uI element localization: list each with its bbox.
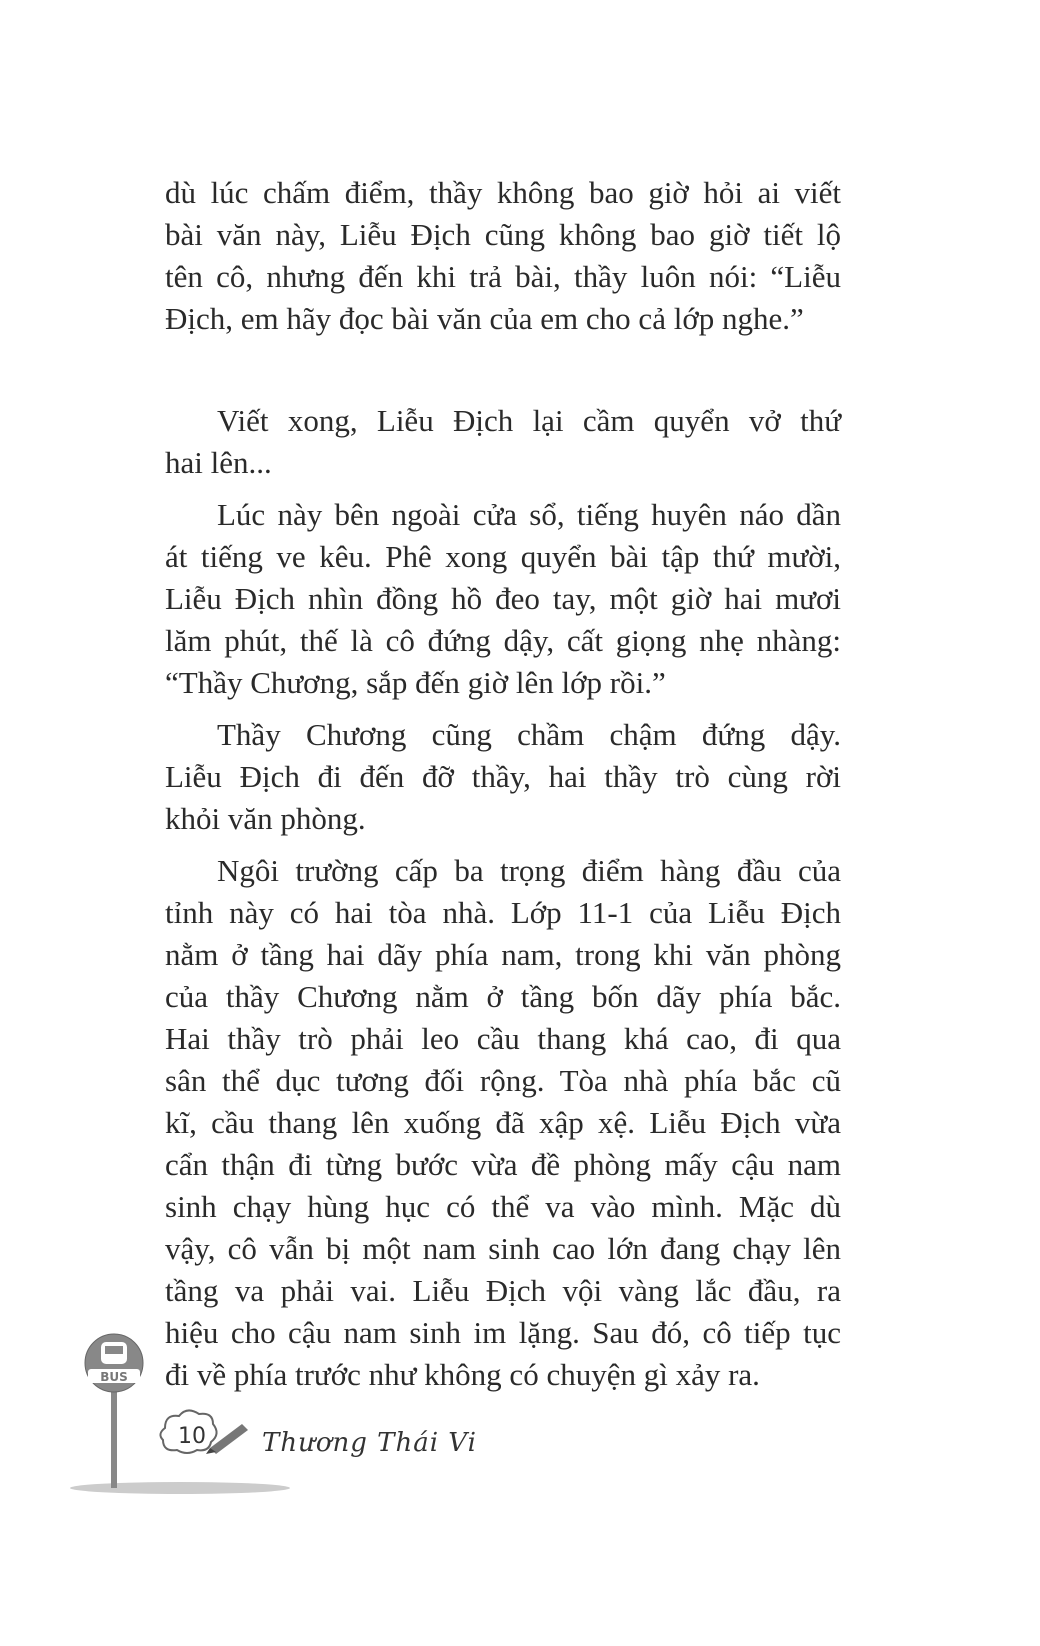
text-line: tên cô, nhưng đến khi trả bài, thầy luôn nói: “Liễu xyxy=(165,259,841,294)
text-line: tỉnh này có hai tòa nhà. Lớp 11-1 của Liễu Địch xyxy=(165,895,841,930)
text-line: lăm phút, thế là cô đứng dậy, cất giọng nhẹ nhàng: xyxy=(165,623,841,658)
text-line: tầng va phải vai. Liễu Địch vội vàng lắc đầu, ra xyxy=(165,1273,841,1308)
text-line: Thầy Chương cũng chầm chậm đứng dậy. xyxy=(217,717,841,752)
text-line: cẩn thận đi từng bước vừa đề phòng mấy cậu nam xyxy=(165,1147,841,1182)
text-line: Hai thầy trò phải leo cầu thang khá cao, đi qua xyxy=(165,1021,841,1056)
text-line: sân thể dục tương đối rộng. Tòa nhà phía bắc cũ xyxy=(165,1063,841,1098)
text-line: hai lên... xyxy=(165,445,272,480)
text-line: bài văn này, Liễu Địch cũng không bao giờ tiết lộ xyxy=(165,217,841,252)
ground-shadow xyxy=(70,1482,290,1494)
paragraph xyxy=(165,850,841,1396)
text-line: Liễu Địch nhìn đồng hồ đeo tay, một giờ hai mươi xyxy=(165,581,841,616)
text-line: át tiếng ve kêu. Phê xong quyển bài tập thứ mười, xyxy=(165,539,841,574)
text-line: hiệu cho cậu nam sinh im lặng. Sau đó, cô tiếp tục xyxy=(165,1315,841,1350)
bus-pole xyxy=(111,1392,117,1488)
text-line: sinh chạy hùng hục có thể va vào mình. Mặc dù xyxy=(165,1189,841,1224)
body-text xyxy=(165,172,841,1406)
text-line: Viết xong, Liễu Địch lại cầm quyển vở thứ xyxy=(217,403,841,438)
text-line: Liễu Địch đi đến đỡ thầy, hai thầy trò cùng rời xyxy=(165,759,841,794)
page-footer xyxy=(0,1320,1040,1520)
text-line: kĩ, cầu thang lên xuống đã xập xệ. Liễu Địch vừa xyxy=(165,1105,841,1140)
text-line: khỏi văn phòng. xyxy=(165,801,366,836)
page-number: 10 xyxy=(178,1424,206,1449)
svg-text:BUS: BUS xyxy=(100,1370,128,1384)
paragraph xyxy=(165,714,841,840)
text-line: “Thầy Chương, sắp đến giờ lên lớp rồi.” xyxy=(165,665,666,700)
text-line: nằm ở tầng hai dãy phía nam, trong khi văn phòng xyxy=(165,937,841,972)
text-line: dù lúc chấm điểm, thầy không bao giờ hỏi ai viết xyxy=(165,175,841,210)
paragraph xyxy=(165,400,841,484)
paragraph xyxy=(165,172,841,340)
text-line: đi về phía trước như không có chuyện gì xảy ra. xyxy=(165,1357,760,1392)
author-name: Thương Thái Vi xyxy=(262,1428,477,1458)
text-line: Địch, em hãy đọc bài văn của em cho cả lớp nghe.” xyxy=(165,301,804,336)
text-line: Ngôi trường cấp ba trọng điểm hàng đầu của xyxy=(217,853,841,888)
paragraph xyxy=(165,494,841,704)
text-line: Lúc này bên ngoài cửa sổ, tiếng huyên náo dần xyxy=(217,497,841,532)
bus-stop-icon xyxy=(0,1320,460,1520)
text-line: của thầy Chương nằm ở tầng bốn dãy phía bắc. xyxy=(165,979,841,1014)
text-line: vậy, cô vẫn bị một nam sinh cao lớn đang chạy lên xyxy=(165,1231,841,1266)
